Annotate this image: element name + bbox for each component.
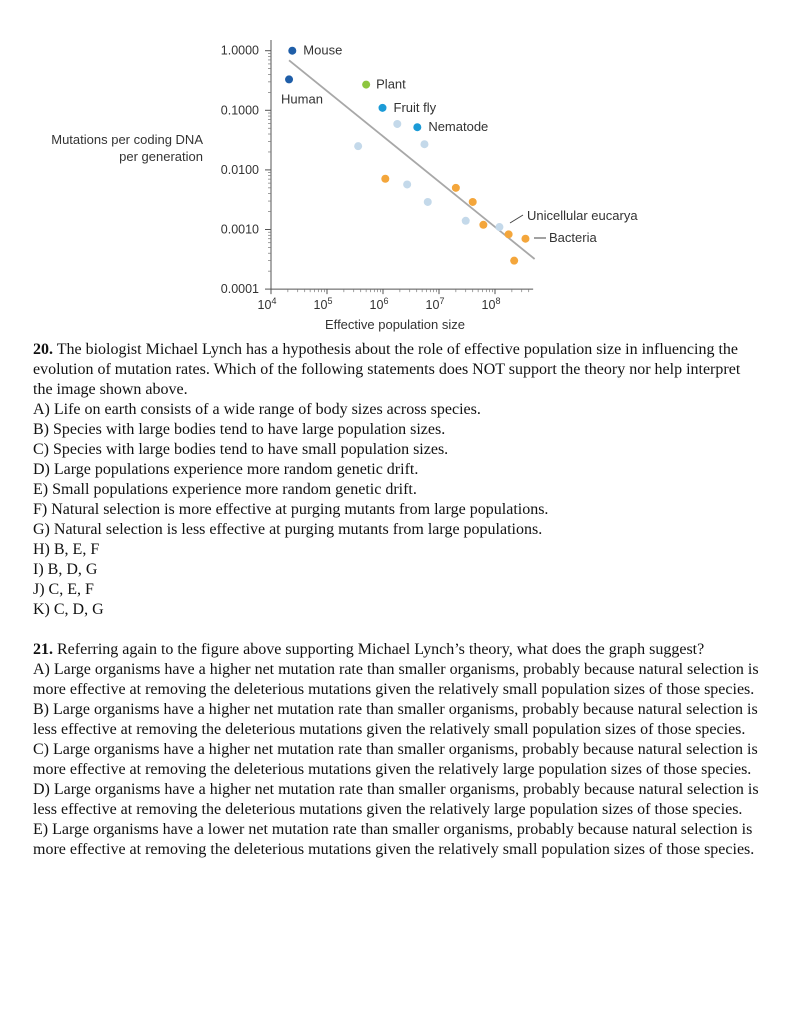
q20-option: K) C, D, G <box>33 601 104 618</box>
data-point-bacteria <box>479 221 487 229</box>
point-label: Mouse <box>303 42 343 58</box>
point-label: Plant <box>376 76 406 92</box>
x-axis-label: Effective population size <box>325 317 465 333</box>
y-axis-label-line-2: per generation <box>119 149 203 164</box>
x-tick-label: $10^4$ <box>257 296 277 313</box>
data-point-fruit-fly <box>379 104 387 112</box>
data-point-bacteria <box>469 198 477 206</box>
data-point-unicellular-eucarya <box>495 223 503 231</box>
y-tick-label: 0.0010 <box>220 222 259 237</box>
questions <box>33 340 763 860</box>
q20-option: H) B, E, F <box>33 541 100 558</box>
data-point-plant <box>362 81 370 89</box>
unicellular-leader-line <box>510 215 523 223</box>
q20-option: I) B, D, G <box>33 561 98 578</box>
q20-option: J) C, E, F <box>33 581 94 598</box>
y-tick-label: 0.1000 <box>220 103 259 118</box>
q21-option: B) Large organisms have a higher net mutation rate than smaller organisms, probably because natural selection is less effective at removing the deleterious mutations given the relatively small population sizes of those species. <box>33 701 758 738</box>
point-label: Fruit fly <box>393 99 437 115</box>
q20-option: C) Species with large bodies tend to have small population sizes. <box>33 441 449 458</box>
y-axis-label-line-1: Mutations per coding DNA <box>51 132 203 147</box>
bacteria-label: Bacteria <box>549 230 597 245</box>
q20-option: G) Natural selection is less effective at purging mutants from large populations. <box>33 521 543 538</box>
x-tick-label: $10^7$ <box>425 296 445 313</box>
mutation-rate-chart <box>0 0 797 335</box>
data-point-unicellular-eucarya <box>420 140 428 148</box>
data-point-mouse <box>288 47 296 55</box>
data-point-bacteria <box>510 257 518 265</box>
q21-option: E) Large organisms have a lower net mutation rate than smaller organisms, probably because natural selection is more effective at removing the deleterious mutations given the relatively small population sizes of those species. <box>33 821 755 858</box>
unicellular-label: Unicellular eucarya <box>527 208 638 223</box>
q21-option: C) Large organisms have a higher net mutation rate than smaller organisms, probably because natural selection is more effective at removing the deleterious mutations given the relatively large population sizes of those species. <box>33 741 758 778</box>
data-point-bacteria <box>452 184 460 192</box>
data-point-unicellular-eucarya <box>354 142 362 150</box>
question-20-stem: 20. The biologist Michael Lynch has a hypothesis about the role of effective population size in influencing the evolution of mutation rates. Which of the following statements does NOT support the theory nor help interpret the image shown above. <box>33 341 741 398</box>
question-21-stem: 21. Referring again to the figure above supporting Michael Lynch’s theory, what does the graph suggest? <box>33 641 705 658</box>
point-label: Nematode <box>428 119 489 135</box>
point-label: Human <box>281 91 323 107</box>
y-tick-label: 1.0000 <box>220 43 259 58</box>
q20-option: D) Large populations experience more random genetic drift. <box>33 461 419 478</box>
y-axis-label <box>51 131 203 165</box>
data-point-bacteria <box>381 175 389 183</box>
data-point-bacteria <box>505 230 513 238</box>
x-tick-label: $10^8$ <box>481 296 501 313</box>
q20-option: B) Species with large bodies tend to have large population sizes. <box>33 421 446 438</box>
q20-option: F) Natural selection is more effective at purging mutants from large populations. <box>33 501 549 518</box>
q21-option: A) Large organisms have a higher net mutation rate than smaller organisms, probably because natural selection is more effective at removing the deleterious mutations given the relatively small population sizes of those species. <box>33 661 759 698</box>
data-point-human <box>285 75 293 83</box>
data-point-unicellular-eucarya <box>403 180 411 188</box>
data-point-bacteria <box>521 235 529 243</box>
y-tick-label: 0.0001 <box>220 282 259 297</box>
q21-option: D) Large organisms have a higher net mutation rate than smaller organisms, probably because natural selection is less effective at removing the deleterious mutations given the relatively large population sizes of those species. <box>33 781 759 818</box>
data-point-unicellular-eucarya <box>462 217 470 225</box>
data-point-nematode <box>413 123 421 131</box>
y-tick-label: 0.0100 <box>220 162 259 177</box>
q20-option: E) Small populations experience more random genetic drift. <box>33 481 417 498</box>
q20-option: A) Life on earth consists of a wide range of body sizes across species. <box>33 401 481 418</box>
data-point-unicellular-eucarya <box>424 198 432 206</box>
x-tick-label: $10^5$ <box>313 296 333 313</box>
data-point-unicellular-eucarya <box>393 120 401 128</box>
x-tick-label: $10^6$ <box>369 296 389 313</box>
